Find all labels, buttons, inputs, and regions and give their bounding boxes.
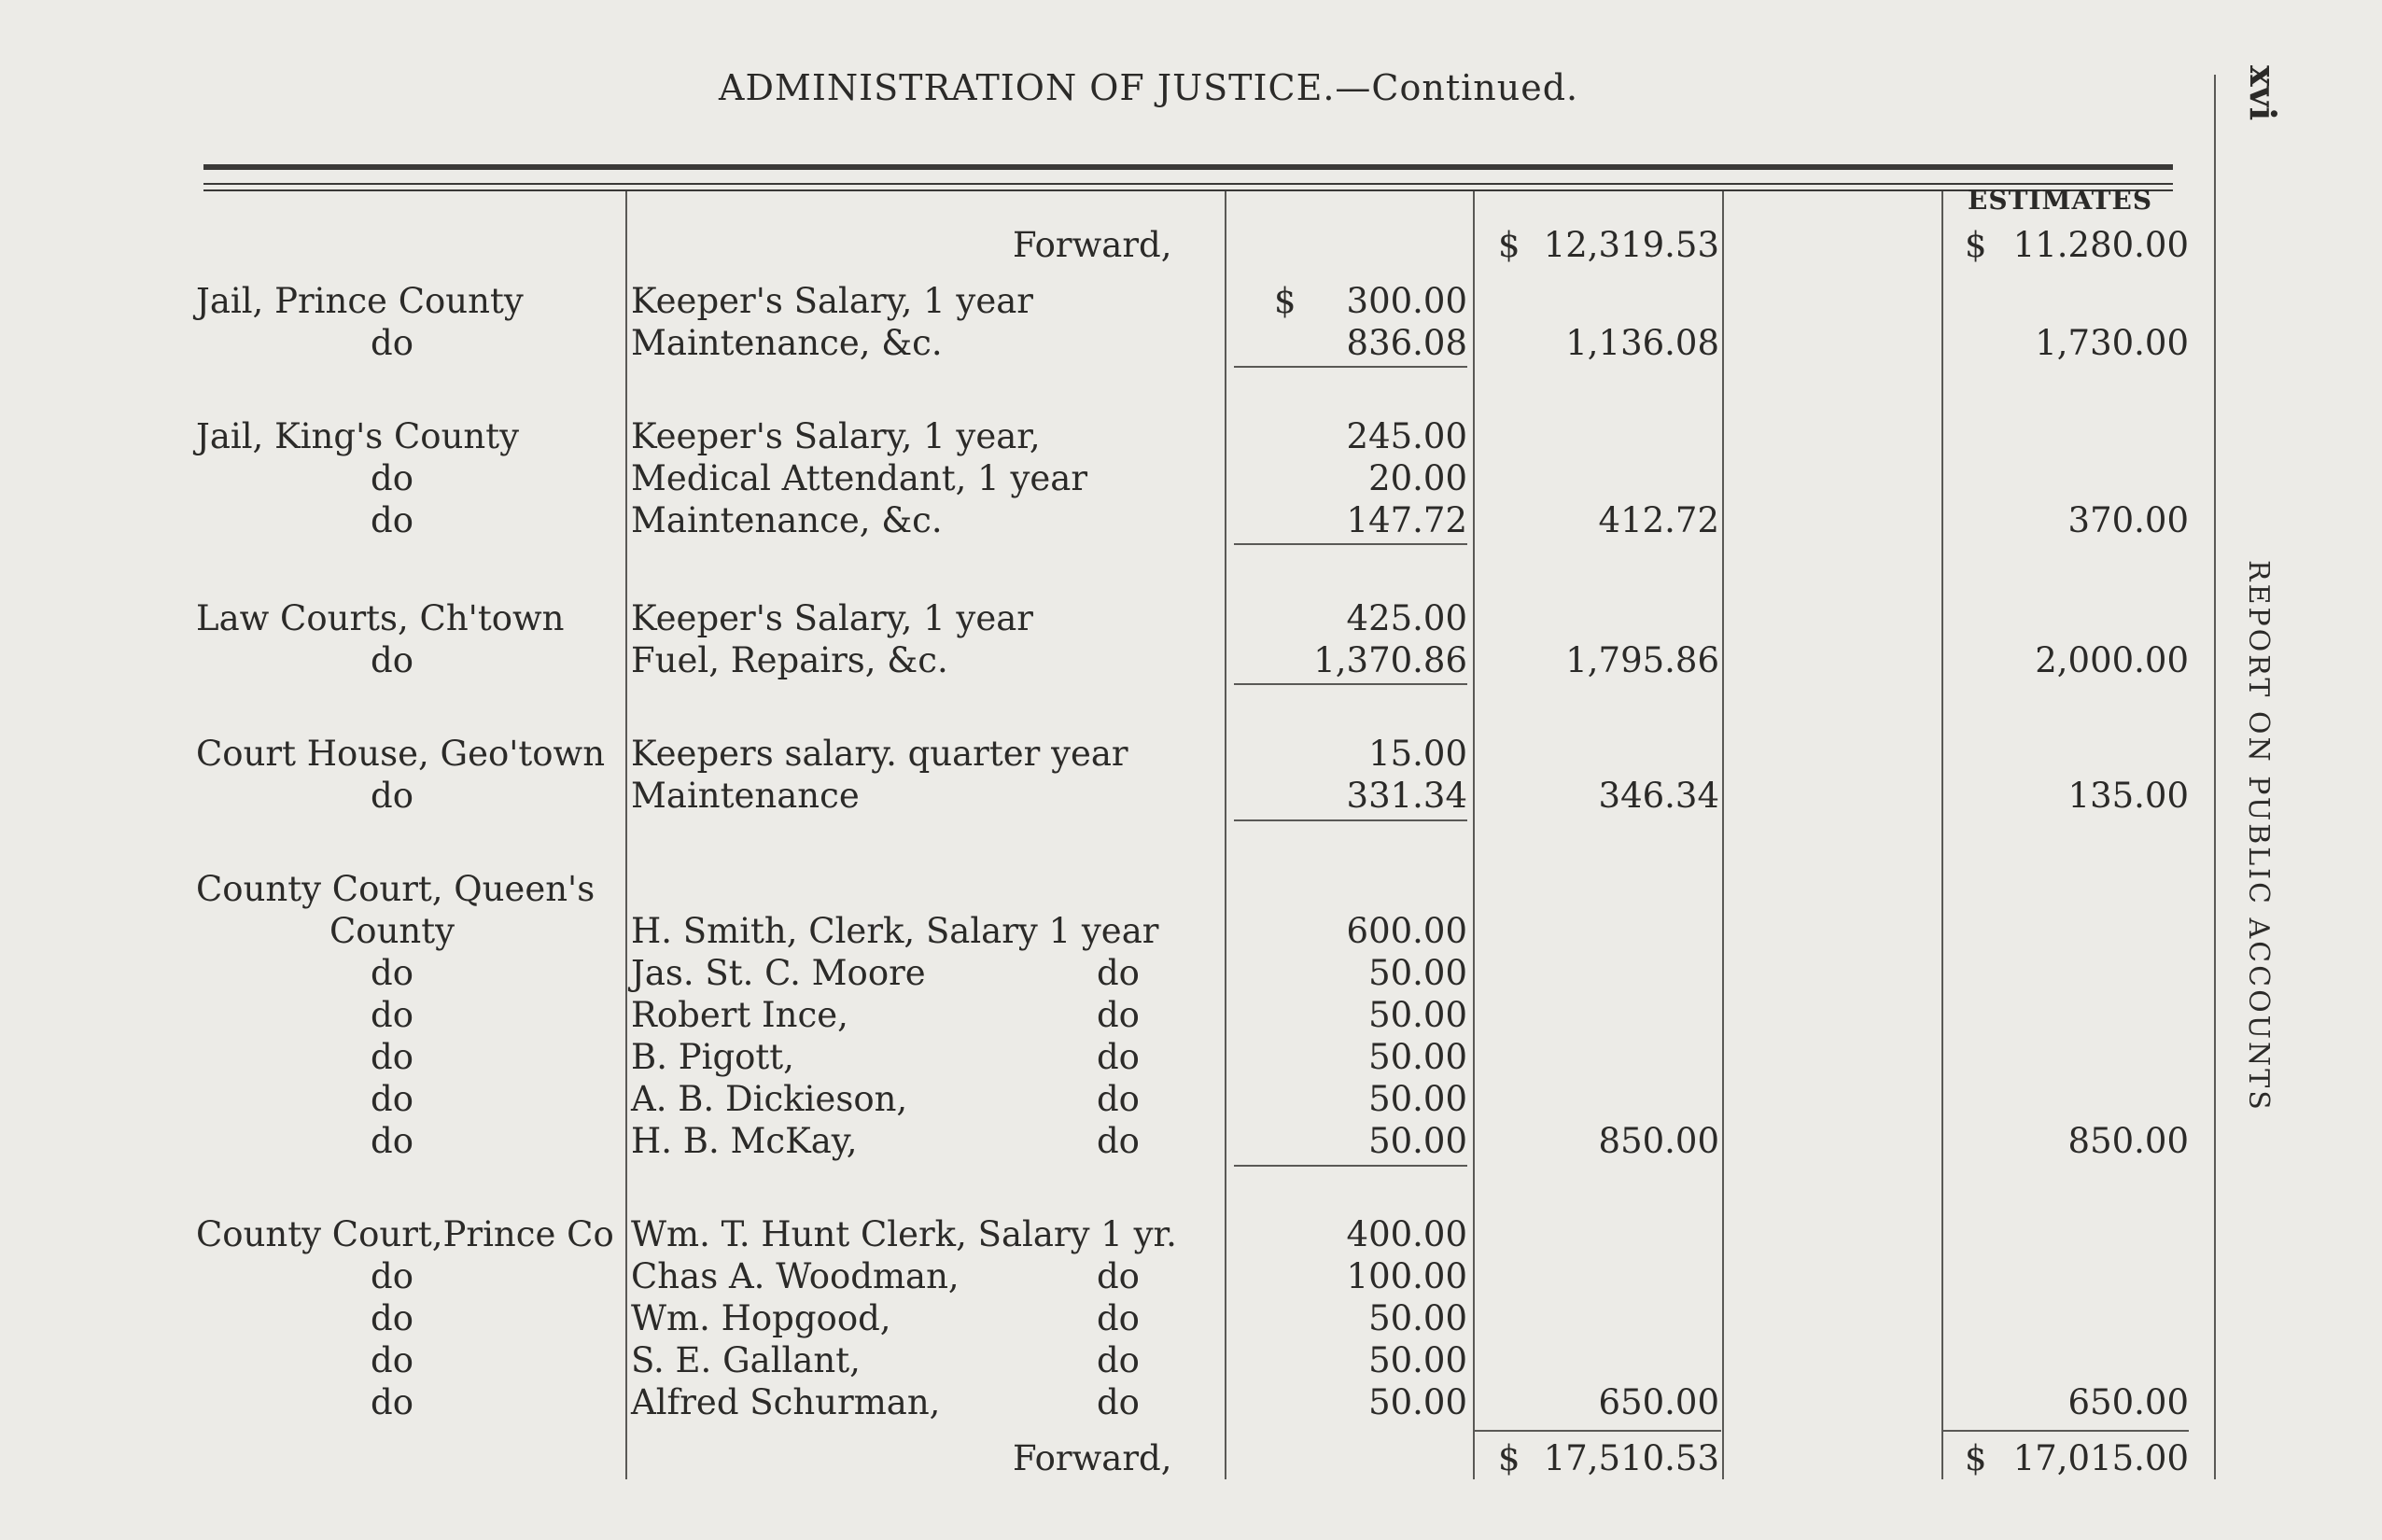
item-cell: Keeper's Salary, 1 year bbox=[631, 281, 1033, 321]
ditto-mark: do bbox=[1097, 1079, 1140, 1119]
place-cell: do bbox=[371, 1340, 413, 1380]
item-cell: Jas. St. C. Moore bbox=[631, 953, 926, 993]
item-cell: Keepers salary. quarter year bbox=[631, 734, 1128, 774]
page-title: ADMINISTRATION OF JUSTICE.—Continued. bbox=[719, 67, 1579, 108]
forward-label: Forward, bbox=[1013, 225, 1172, 265]
amount-cell: 50.00 bbox=[1368, 1121, 1467, 1161]
forward-estimate: 11.280.00 bbox=[2012, 225, 2189, 265]
estimate-cell: 650.00 bbox=[2067, 1382, 2189, 1422]
place-cell: County Court, Queen's bbox=[196, 869, 596, 909]
estimate-cell: 135.00 bbox=[2067, 776, 2189, 816]
total-cell: 650.00 bbox=[1598, 1382, 1719, 1422]
place-cell: do bbox=[371, 323, 413, 363]
place-cell: County Court,Prince Co bbox=[196, 1214, 614, 1254]
header-rule-thick bbox=[203, 164, 2173, 170]
item-cell: H. B. McKay, bbox=[631, 1121, 858, 1161]
amount-cell: 400.00 bbox=[1346, 1214, 1467, 1254]
amount-cell: 50.00 bbox=[1368, 1340, 1467, 1380]
amount-cell: 836.08 bbox=[1346, 323, 1467, 363]
item-cell: Keeper's Salary, 1 year bbox=[631, 598, 1033, 638]
item-cell: Alfred Schurman, bbox=[631, 1382, 941, 1422]
ledger-row bbox=[0, 1036, 2382, 1079]
currency-sign: $ bbox=[1965, 225, 1987, 265]
forward-estimate: 17,015.00 bbox=[2012, 1438, 2189, 1478]
place-cell: do bbox=[371, 500, 413, 540]
total-rule bbox=[1941, 1430, 2189, 1432]
total-rule bbox=[1475, 1430, 1721, 1432]
ditto-mark: do bbox=[1097, 1037, 1140, 1077]
place-cell: do bbox=[371, 1121, 413, 1161]
ledger-row bbox=[0, 1120, 2382, 1163]
ditto-mark: do bbox=[1097, 1340, 1140, 1380]
ledger-row bbox=[0, 1381, 2382, 1424]
header-rule-thin-2 bbox=[203, 189, 2173, 191]
item-cell: Wm. Hopgood, bbox=[631, 1298, 891, 1338]
ledger-row bbox=[0, 597, 2382, 640]
item-cell: Maintenance bbox=[631, 776, 860, 816]
amount-cell: 50.00 bbox=[1368, 1298, 1467, 1338]
item-cell: S. E. Gallant, bbox=[631, 1340, 861, 1380]
ditto-mark: do bbox=[1097, 995, 1140, 1035]
item-cell: A. B. Dickieson, bbox=[631, 1079, 908, 1119]
place-cell: do bbox=[371, 953, 413, 993]
amount-cell: 50.00 bbox=[1368, 953, 1467, 993]
amount-cell: 147.72 bbox=[1346, 500, 1467, 540]
item-cell: Wm. T. Hunt Clerk, Salary 1 yr. bbox=[631, 1214, 1177, 1254]
place-cell: County bbox=[329, 911, 455, 951]
amount-cell: 50.00 bbox=[1368, 1037, 1467, 1077]
place-cell: Court House, Geo'town bbox=[196, 734, 606, 774]
estimate-cell: 370.00 bbox=[2067, 500, 2189, 540]
total-cell: 850.00 bbox=[1598, 1121, 1719, 1161]
currency-sign: $ bbox=[1274, 281, 1296, 321]
ledger-row bbox=[0, 1213, 2382, 1256]
ditto-mark: do bbox=[1097, 1256, 1140, 1296]
place-cell: do bbox=[371, 1382, 413, 1422]
place-cell: do bbox=[371, 776, 413, 816]
ledger-row bbox=[0, 499, 2382, 542]
ledger-row bbox=[0, 733, 2382, 776]
ditto-mark: do bbox=[1097, 1121, 1140, 1161]
ditto-mark: do bbox=[1097, 953, 1140, 993]
estimate-cell: 2,000.00 bbox=[2035, 640, 2189, 680]
item-cell: Keeper's Salary, 1 year, bbox=[631, 416, 1041, 456]
place-cell: do bbox=[371, 1079, 413, 1119]
place-cell: Jail, Prince County bbox=[196, 281, 524, 321]
page-number: xvi bbox=[2242, 65, 2284, 121]
side-running-title: REPORT ON PUBLIC ACCOUNTS bbox=[2242, 560, 2275, 1113]
forward-total: 12,319.53 bbox=[1543, 225, 1719, 265]
amount-cell: 50.00 bbox=[1368, 1079, 1467, 1119]
place-cell: do bbox=[371, 1298, 413, 1338]
total-cell: 412.72 bbox=[1598, 500, 1719, 540]
total-cell: 346.34 bbox=[1598, 776, 1719, 816]
ledger-row bbox=[0, 952, 2382, 995]
ledger-row bbox=[0, 457, 2382, 500]
ledger-row bbox=[0, 1078, 2382, 1121]
forward-label: Forward, bbox=[1013, 1438, 1172, 1478]
item-cell: Medical Attendant, 1 year bbox=[631, 458, 1088, 498]
place-cell: do bbox=[371, 1256, 413, 1296]
estimate-cell: 850.00 bbox=[2067, 1121, 2189, 1161]
amount-cell: 20.00 bbox=[1368, 458, 1467, 498]
place-cell: do bbox=[371, 640, 413, 680]
ledger-row bbox=[0, 868, 2382, 911]
item-cell: Chas A. Woodman, bbox=[631, 1256, 960, 1296]
amount-cell: 50.00 bbox=[1368, 1382, 1467, 1422]
amount-cell: 245.00 bbox=[1346, 416, 1467, 456]
header-rule-thin bbox=[203, 183, 2173, 185]
item-cell: Fuel, Repairs, &c. bbox=[631, 640, 948, 680]
item-cell: Maintenance, &c. bbox=[631, 500, 943, 540]
item-cell: B. Pigott, bbox=[631, 1037, 794, 1077]
ledger-row bbox=[0, 322, 2382, 365]
ledger-row bbox=[0, 1339, 2382, 1382]
subtotal-rule bbox=[1234, 819, 1467, 821]
ledger-row bbox=[0, 994, 2382, 1037]
currency-sign: $ bbox=[1498, 225, 1520, 265]
amount-cell: 600.00 bbox=[1346, 911, 1467, 951]
amount-cell: 425.00 bbox=[1346, 598, 1467, 638]
ledger-row bbox=[0, 415, 2382, 458]
amount-cell: 50.00 bbox=[1368, 995, 1467, 1035]
ledger-row bbox=[0, 639, 2382, 682]
forward-row-top bbox=[0, 224, 2382, 267]
ditto-mark: do bbox=[1097, 1298, 1140, 1338]
item-cell: Maintenance, &c. bbox=[631, 323, 943, 363]
item-cell: H. Smith, Clerk, Salary 1 year bbox=[631, 911, 1159, 951]
ledger-row bbox=[0, 775, 2382, 818]
currency-sign: $ bbox=[1965, 1438, 1987, 1478]
amount-cell: 331.34 bbox=[1346, 776, 1467, 816]
total-cell: 1,795.86 bbox=[1565, 640, 1719, 680]
item-cell: Robert Ince, bbox=[631, 995, 848, 1035]
amount-cell: 100.00 bbox=[1346, 1256, 1467, 1296]
place-cell: do bbox=[371, 995, 413, 1035]
subtotal-rule bbox=[1234, 683, 1467, 685]
estimates-heading: ESTIMATES bbox=[1968, 185, 2153, 216]
forward-total: 17,510.53 bbox=[1543, 1438, 1719, 1478]
amount-cell: 1,370.86 bbox=[1313, 640, 1467, 680]
ledger-row bbox=[0, 1255, 2382, 1298]
ledger-row bbox=[0, 910, 2382, 953]
forward-row-bottom bbox=[0, 1437, 2382, 1480]
ledger-row bbox=[0, 280, 2382, 323]
subtotal-rule bbox=[1234, 366, 1467, 368]
ditto-mark: do bbox=[1097, 1382, 1140, 1422]
currency-sign: $ bbox=[1498, 1438, 1520, 1478]
place-cell: Jail, King's County bbox=[196, 416, 520, 456]
ledger-row bbox=[0, 1297, 2382, 1340]
amount-cell: 300.00 bbox=[1346, 281, 1467, 321]
estimate-cell: 1,730.00 bbox=[2035, 323, 2189, 363]
subtotal-rule bbox=[1234, 1165, 1467, 1167]
place-cell: do bbox=[371, 458, 413, 498]
place-cell: do bbox=[371, 1037, 413, 1077]
amount-cell: 15.00 bbox=[1368, 734, 1467, 774]
subtotal-rule bbox=[1234, 543, 1467, 545]
total-cell: 1,136.08 bbox=[1565, 323, 1719, 363]
place-cell: Law Courts, Ch'town bbox=[196, 598, 565, 638]
